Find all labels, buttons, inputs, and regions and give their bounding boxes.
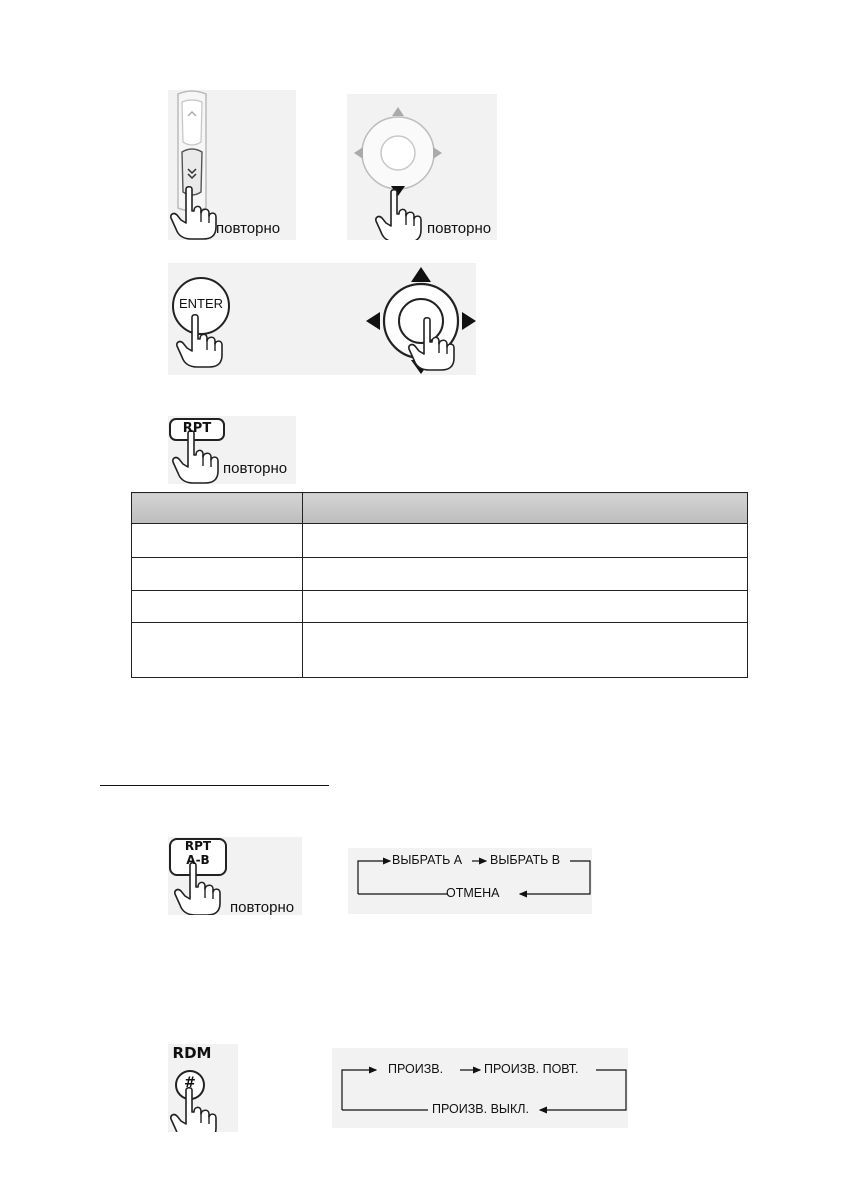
enter-figure [168, 263, 476, 375]
repeat-label: повторно [216, 220, 281, 237]
flow-cancel: ОТМЕНА [446, 886, 500, 900]
flow-select-b: ВЫБРАТЬ В [490, 853, 561, 867]
table-row [132, 623, 748, 678]
rpt-ab-label-line2: A-B [186, 853, 210, 867]
hash-label: # [184, 1075, 196, 1091]
table-cell [303, 623, 748, 678]
flow-select-a: ВЫБРАТЬ А [392, 853, 463, 867]
repeat-label: повторно [230, 899, 295, 916]
repeat-label: повторно [427, 220, 492, 237]
table-header-row [132, 493, 748, 524]
table-cell [303, 558, 748, 591]
rpt-ab-label-line1: RPT [184, 839, 212, 853]
flow-random-repeat: ПРОИЗВ. ПОВТ. [484, 1062, 579, 1076]
table-row [132, 524, 748, 558]
skip-button-figure [168, 90, 296, 240]
table-header-cell [132, 493, 303, 524]
table-cell [303, 591, 748, 623]
table-cell [132, 591, 303, 623]
rpt-ab-figure [168, 837, 302, 915]
rdm-figure [168, 1044, 238, 1132]
ab-flow-diagram [348, 848, 592, 914]
table-row [132, 558, 748, 591]
rpt-figure [168, 416, 296, 484]
table-row [132, 591, 748, 623]
repeat-label: повторно [223, 460, 288, 477]
table-cell [132, 558, 303, 591]
random-flow-diagram [332, 1048, 628, 1128]
flow-random: ПРОИЗВ. [388, 1062, 444, 1076]
rdm-label: RDM [172, 1044, 212, 1062]
section-underline [100, 785, 329, 786]
table-header-cell [303, 493, 748, 524]
enter-label: ENTER [178, 296, 224, 311]
skip-down-button-icon [168, 90, 296, 240]
dpad-down-figure [347, 94, 497, 240]
table-cell [303, 524, 748, 558]
rpt-label: RPT [182, 421, 212, 436]
info-table [131, 492, 748, 678]
table-cell [132, 623, 303, 678]
random-flow-arrows [332, 1048, 628, 1128]
flow-random-off: ПРОИЗВ. ВЫКЛ. [432, 1102, 529, 1116]
dpad-down-icon [347, 94, 497, 240]
enter-button-icon [168, 263, 476, 375]
table-cell [132, 524, 303, 558]
